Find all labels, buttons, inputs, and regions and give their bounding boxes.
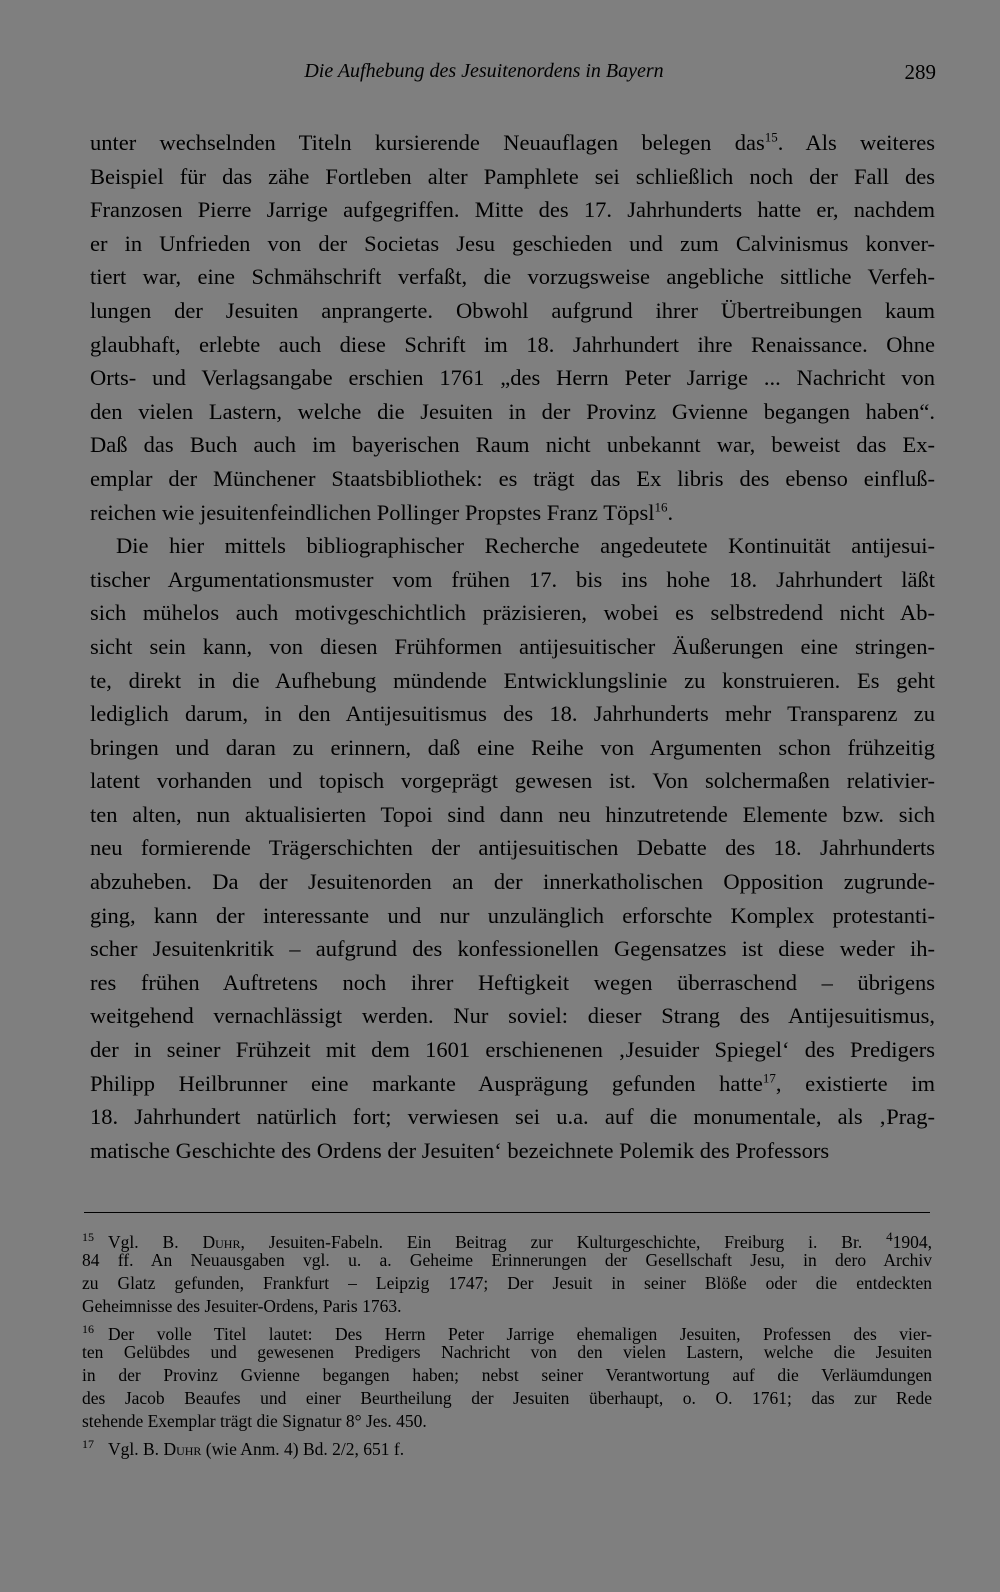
text-line: lungen der Jesuiten anprangerte. Obwohl aufgrund ihrer Übertreibungen kaum [90, 297, 935, 323]
footnote-rule [84, 1212, 930, 1213]
text-line: emplar der Münchener Staatsbibliothek: es trägt das Ex libris des ebenso einfluß- [90, 465, 935, 491]
text-line: tischer Argumentationsmuster vom frühen 17. bis ins hohe 18. Jahrhundert läßt [90, 566, 935, 592]
text-line: reichen wie jesuitenfeindlichen Pollinger Propstes Franz Töpsl$^{16}$. [90, 499, 674, 525]
text-line: scher Jesuitenkritik – aufgrund des konfessionellen Gegensatzes ist diese weder ih- [90, 936, 935, 962]
main-text [90, 126, 935, 1167]
footnote-line: 84 ff. An Neuausgaben vgl. u. a. Geheime Erinnerungen der Gesellschaft Jesu, in dero Archiv [82, 1250, 932, 1270]
footnote-17: 17 Vgl. B. Duhr (wie Anm. 4) Bd. 2/2, 651 f. [82, 1433, 932, 1456]
text-line: 18. Jahrhundert natürlich fort; verwiesen sei u.a. auf die monumentale, als ‚Prag- [90, 1104, 935, 1130]
footnotes [82, 1226, 932, 1459]
text-line: den vielen Lastern, welche die Jesuiten in der Provinz Gvienne begangen haben“. [90, 398, 935, 424]
footnote-mark: 15 [82, 1230, 94, 1244]
author-name: Duhr [163, 1439, 202, 1459]
footnote-line: Geheimnisse des Jesuiter-Ordens, Paris 1763. [82, 1296, 402, 1316]
footnote-line: stehende Exemplar trägt die Signatur 8° Jes. 450. [82, 1411, 427, 1431]
text-line: weitgehend vernachlässigt werden. Nur soviel: dieser Strang des Antijesuitismus, [90, 1003, 935, 1029]
footnote-ref-15[interactable]: 15 [764, 129, 778, 145]
footnote-mark: 16 [82, 1322, 94, 1336]
text-line: unter wechselnden Titeln kursierende Neuauflagen belegen das$^{15}$. Als weiteres [90, 129, 935, 155]
text-line: Daß das Buch auch im bayerischen Raum nicht unbekannt war, beweist das Ex- [90, 432, 935, 458]
text-line: Franzosen Pierre Jarrige aufgegriffen. Mitte des 17. Jahrhunderts hatte er, nachdem [90, 197, 935, 223]
text-line: sich mühelos auch motivgeschichtlich präzisieren, wobei es selbstredend nicht Ab- [90, 600, 935, 626]
text-line: Orts- und Verlagsangabe erschien 1761 „des Herrn Peter Jarrige ... Nachricht von [90, 365, 935, 391]
text-line: Die hier mittels bibliographischer Recherche angedeutete Kontinuität antijesui- [116, 533, 935, 559]
running-header [92, 60, 936, 90]
footnote-line: in der Provinz Gvienne begangen haben; nebst seiner Verantwortung auf die Verläumdungen [82, 1365, 932, 1385]
footnote-line: zu Glatz gefunden, Frankfurt – Leipzig 1747; Der Jesuit in seiner Blöße oder die entdeckten [82, 1273, 932, 1293]
text-line: Philipp Heilbrunner eine markante Ausprägung gefunden hatte$^{17}$, existierte im [90, 1070, 935, 1096]
footnote-line: des Jacob Beaufes und einer Beurtheilung der Jesuiten überhaupt, o. O. 1761; das zur Rede [82, 1388, 932, 1408]
page-number: 289 [904, 60, 936, 84]
text-line: tiert war, eine Schmähschrift verfaßt, die vorzugsweise angebliche sittliche Verfeh- [90, 264, 935, 290]
footnote-ref-16[interactable]: 16 [654, 499, 668, 515]
footnote-mark: 17 [82, 1437, 94, 1451]
running-title: Die Aufhebung des Jesuitenordens in Bayern [304, 60, 664, 82]
text-line: bringen und daran zu erinnern, daß eine Reihe von Argumenten schon frühzeitig [90, 734, 935, 760]
text-line: er in Unfrieden von der Societas Jesu geschieden und zum Calvinismus konver- [90, 230, 935, 256]
text-line: glaubhaft, erlebte auch diese Schrift im 18. Jahrhundert ihre Renaissance. Ohne [90, 331, 935, 357]
text-line: matische Geschichte des Ordens der Jesuiten‘ bezeichnete Polemik des Professors [90, 1137, 830, 1163]
footnote-ref-17[interactable]: 17 [762, 1070, 776, 1086]
author-name: Duhr [202, 1232, 241, 1252]
text-line: latent vorhanden und topisch vorgeprägt gewesen ist. Von solchermaßen relativier- [90, 768, 935, 794]
text-line: Beispiel für das zähe Fortleben alter Pamphlete sei schließlich noch der Fall des [90, 163, 935, 189]
text-line: abzuheben. Da der Jesuitenorden an der innerkatholischen Opposition zugrunde- [90, 869, 935, 895]
text-line: lediglich darum, in den Antijesuitismus des 18. Jahrhunderts mehr Transparenz zu [90, 701, 935, 727]
text-line: res frühen Auftretens noch ihrer Heftigkeit wegen überraschend – übrigens [90, 969, 935, 995]
footnote-line: ten Gelübdes und gewesenen Predigers Nachricht von den vielen Lastern, welche die Jesuiten [82, 1342, 932, 1362]
footnote-15: 15 Vgl. B. Duhr, Jesuiten-Fabeln. Ein Beitrag zur Kulturgeschichte, Freiburg i. Br. $^4$1904, [82, 1226, 932, 1249]
text-line: ging, kann der interessante und nur unzulänglich erforschte Komplex protestanti- [90, 902, 935, 928]
text-line: sicht sein kann, von diesen Frühformen antijesuitischer Äußerungen eine stringen- [90, 633, 935, 659]
text-line: der in seiner Frühzeit mit dem 1601 erschienenen ‚Jesuider Spiegel‘ des Predigers [90, 1037, 935, 1063]
footnote-16: 16 Der volle Titel lautet: Des Herrn Peter Jarrige ehemaligen Jesuiten, Professen des vier- [82, 1318, 932, 1341]
text-line: neu formierende Trägerschichten der antijesuitischen Debatte des 18. Jahrhunderts [90, 835, 935, 861]
text-line: ten alten, nun aktualisierten Topoi sind dann neu hinzutretende Elemente bzw. sich [90, 801, 935, 827]
text-line: te, direkt in die Aufhebung mündende Entwicklungslinie zu konstruieren. Es geht [90, 667, 935, 693]
